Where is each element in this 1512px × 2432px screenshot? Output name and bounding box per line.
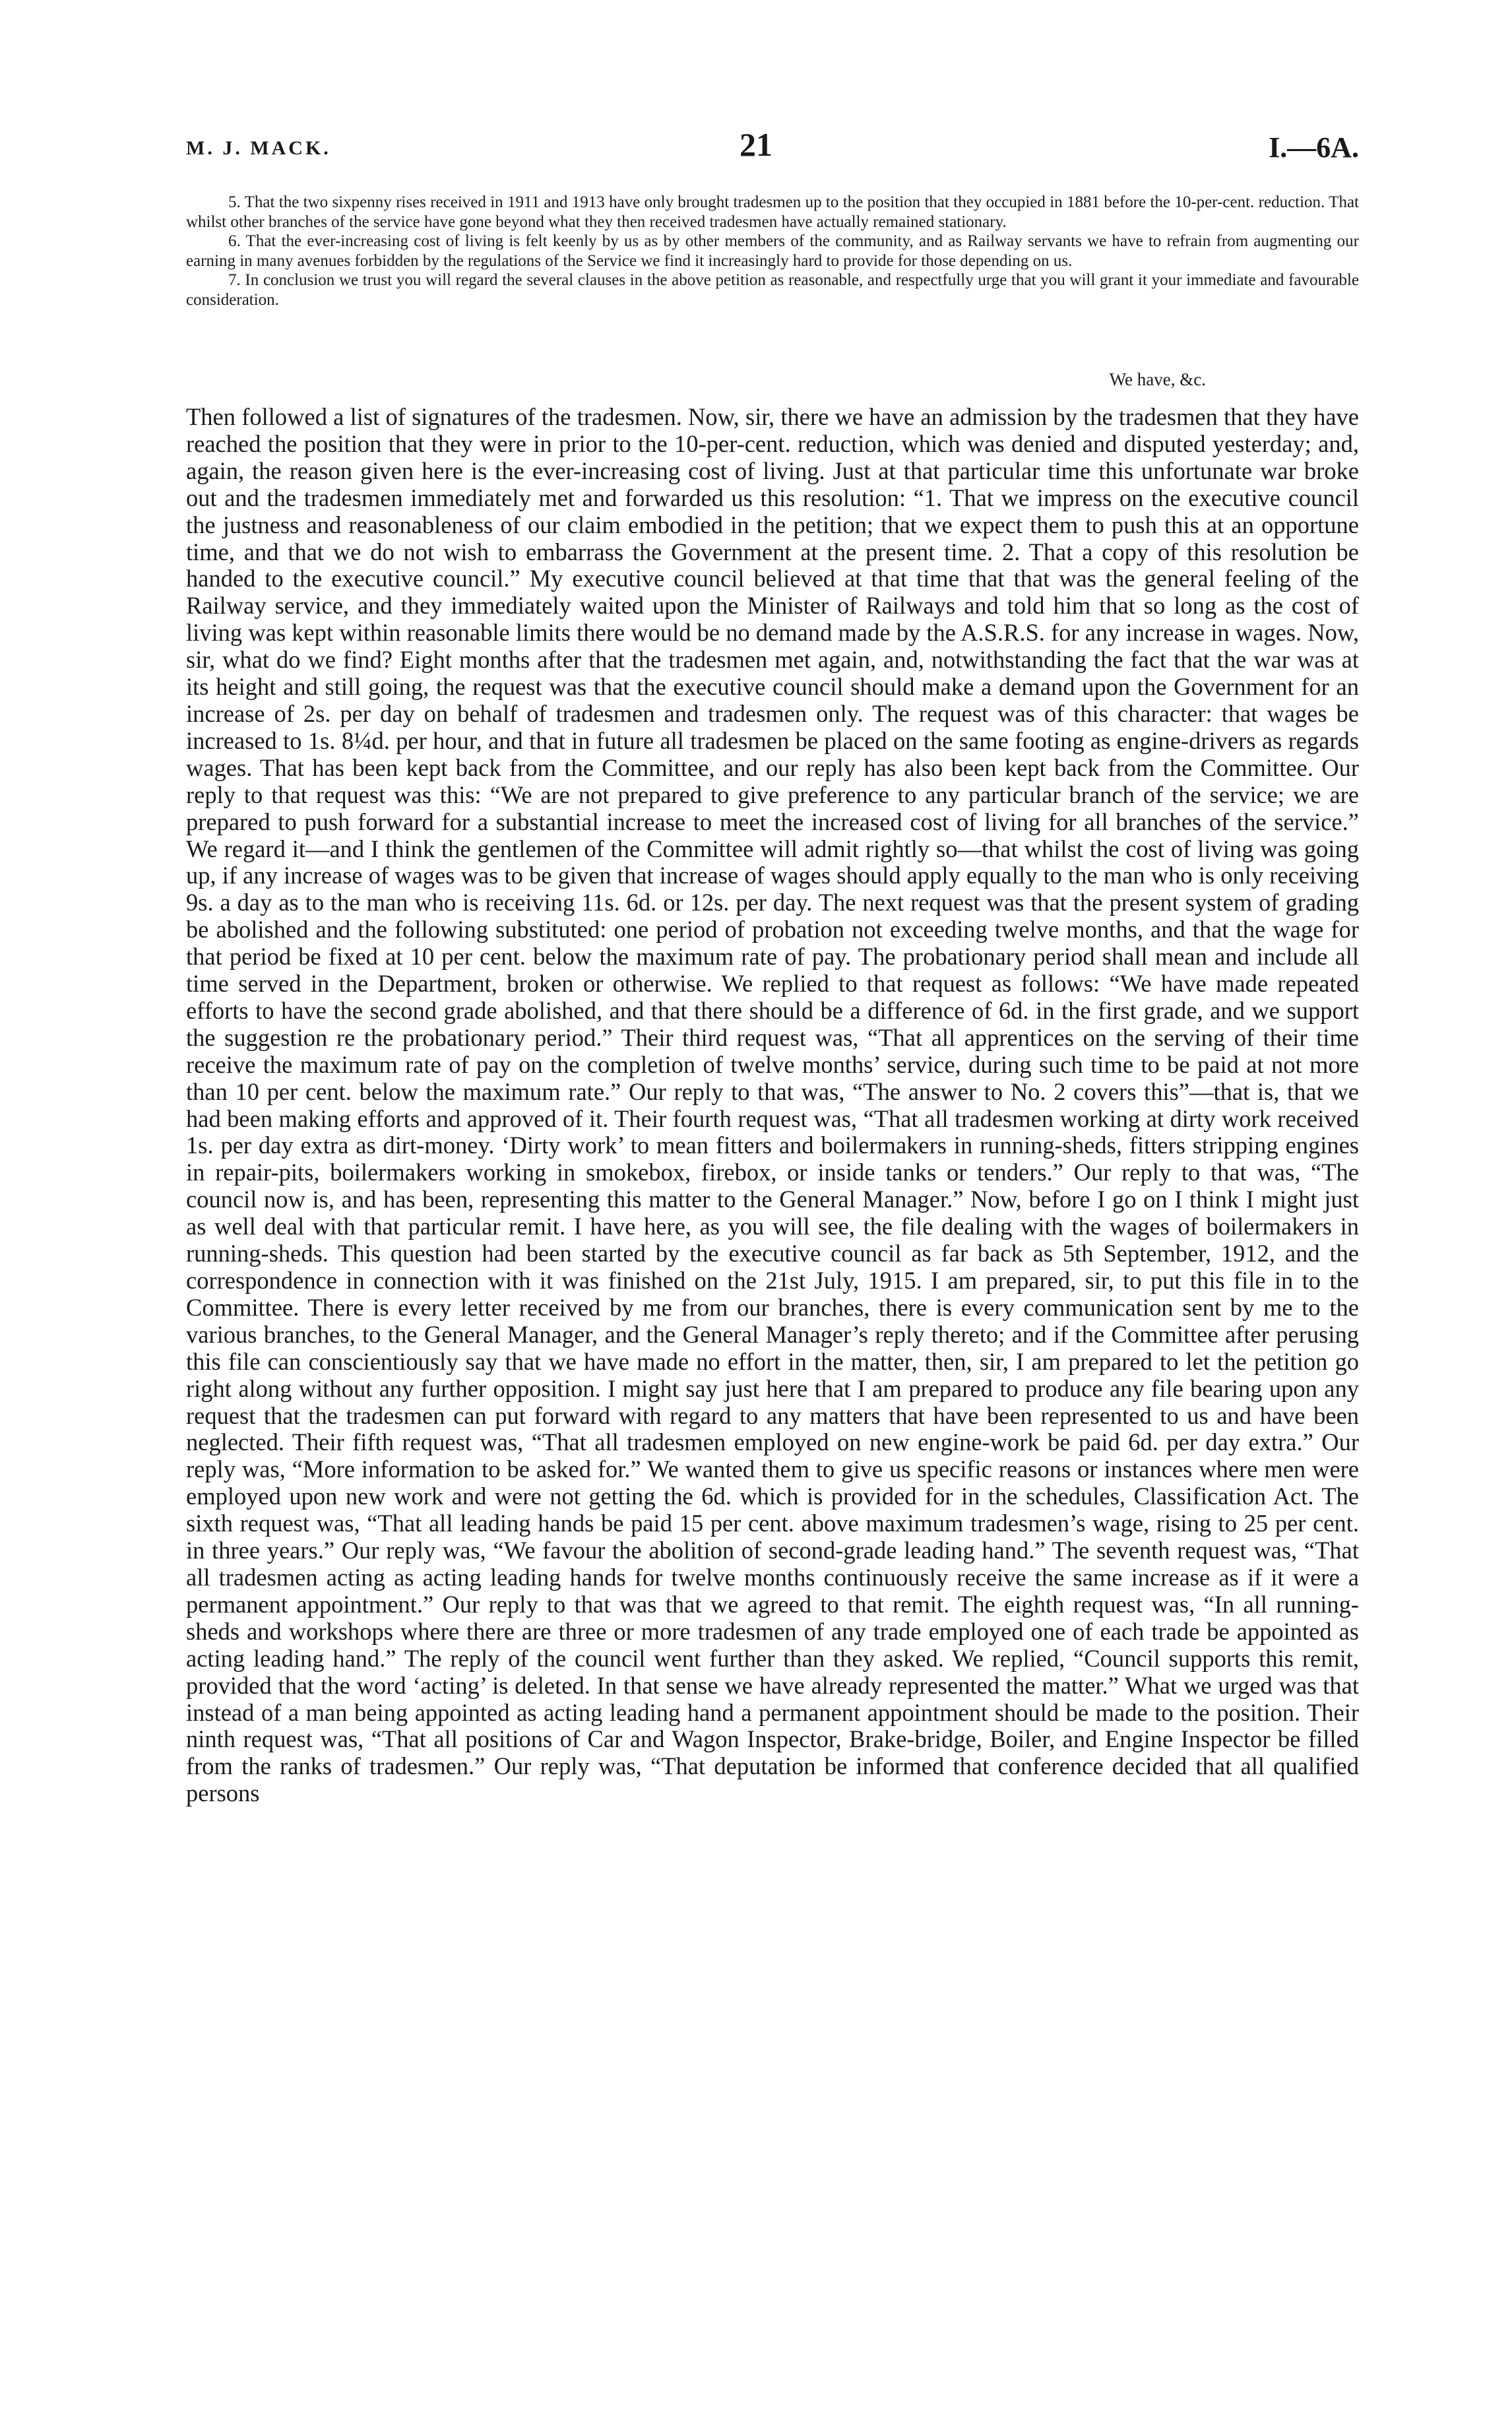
petition-clause-6: 6. That the ever-increasing cost of living is felt keenly by us as by other members of the community, and as Railway servants we have to refrain from augmenting our earning in many avenues forbidden by the regulations of the Service we find it increasingly hard to provide for those depending on us. xyxy=(186,232,1359,270)
speaker-name: M. J. MACK. xyxy=(186,137,331,159)
document-reference: I.—6A. xyxy=(1269,131,1359,164)
petition-excerpt xyxy=(186,193,1359,310)
petition-signoff: We have, &c. xyxy=(1109,369,1206,389)
page-number: 21 xyxy=(740,126,772,163)
petition-clause-5: 5. That the two sixpenny rises received in 1911 and 1913 have only brought tradesmen up to the position that they occupied in 1881 before the 10-per-cent. reduction. That whilst other branches of the service have gone beyond what they then received tradesmen have actually remained stationary. xyxy=(186,193,1359,231)
evidence-paragraph: Then followed a list of signatures of the tradesmen. Now, sir, there we have an admission by the tradesmen that they have reached the position that they were in prior to the 10-per-cent. reduction, which was denied and disputed yesterday; and, again, the reason given here is the ever-increasing cost of living. Just at that particular time this unfortunate war broke out and the tradesmen immediately met and forwarded us this resolution: “1. That we impress on the executive council the justness and reasonableness of our claim embodied in the petition; that we expect them to push this at an opportune time, and that we do not wish to embarrass the Government at the present time. 2. That a copy of this resolution be handed to the executive council.” My executive council believed at that time that that was the general feeling of the Railway service, and they immediately waited upon the Minister of Railways and told him that so long as the cost of living was kept within reasonable limits there would be no demand made by the A.S.R.S. for any increase in wages. Now, sir, what do we find? Eight months after that the tradesmen met again, and, notwithstanding the fact that the war was at its height and still going, the request was that the executive council should make a demand upon the Government for an increase of 2s. per day on behalf of tradesmen and tradesmen only. The request was of this character: that wages be increased to 1s. 8¼d. per hour, and that in future all tradesmen be placed on the same footing as engine-drivers as regards wages. That has been kept back from the Committee, and our reply has also been kept back from the Committee. Our reply to that request was this: “We are not prepared to give preference to any particular branch of the service; we are prepared to push forward for a substantial increase to meet the increased cost of living for all branches of the service.” We regard it—and I think the gentlemen of the Committee will admit rightly so—that whilst the cost of living was going up, if any increase of wages was to be given that increase of wages should apply equally to the man who is only receiving 9s. a day as to the man who is receiving 11s. 6d. or 12s. per day. The next request was that the present system of grading be abolished and the following substituted: one period of probation not exceeding twelve months, and that the wage for that period be fixed at 10 per cent. below the maximum rate of pay. The probationary period shall mean and include all time served in the Department, broken or otherwise. We replied to that request as follows: “We have made repeated efforts to have the second grade abolished, and that there should be a difference of 6d. in the first grade, and we support the suggestion re the probationary period.” Their third request was, “That all apprentices on the serving of their time receive the maximum rate of pay on the completion of twelve months’ service, during such time to be paid at not more than 10 per cent. below the maximum rate.” Our reply to that was, “The answer to No. 2 covers this”—that is, that we had been making efforts and approved of it. Their fourth request was, “That all tradesmen working at dirty work received 1s. per day extra as dirt-money. ‘Dirty work’ to mean fitters and boilermakers in running-sheds, fitters stripping engines in repair-pits, boilermakers working in smokebox, firebox, or inside tanks or tenders.” Our reply to that was, “The council now is, and has been, representing this matter to the General Manager.” Now, before I go on I think I might just as well deal with that particular remit. I have here, as you will see, the file dealing with the wages of boilermakers in running-sheds. This question had been started by the executive council as far back as 5th September, 1912, and the correspondence in connection with it was finished on the 21st July, 1915. I am prepared, sir, to put this file in to the Committee. There is every letter received by me from our branches, there is every communication sent by me to the various branches, to the General Manager, and the General Manager’s reply thereto; and if the Committee after perusing this file can conscientiously say that we have made no effort in the matter, then, sir, I am prepared to let the petition go right along without any further opposition. I might say just here that I am prepared to produce any file bearing upon any request that the tradesmen can put forward with regard to any matters that have been represented to us and have been neglected. Their fifth request was, “That all tradesmen employed on new engine-work be paid 6d. per day extra.” Our reply was, “More information to be asked for.” We wanted them to give us specific reasons or instances where men were employed upon new work and were not getting the 6d. which is provided for in the schedules, Classification Act. The sixth request was, “That all leading hands be paid 15 per cent. above maximum tradesmen’s wage, rising to 25 per cent. in three years.” Our reply was, “We favour the abolition of second-grade leading hand.” The seventh request was, “That all tradesmen acting as acting leading hands for twelve months continuously receive the same increase as if it were a permanent appointment.” Our reply to that was that we agreed to that remit. The eighth request was, “In all running-sheds and workshops where there are three or more tradesmen of any trade employed one of each trade be appointed as acting leading hand.” The reply of the council went further than they asked. We replied, “Council supports this remit, provided that the word ‘acting’ is deleted. In that sense we have already represented the matter.” What we urged was that instead of a man being appointed as acting leading hand a permanent appointment should be made to the position. Their ninth request was, “That all positions of Car and Wagon Inspector, Brake-bridge, Boiler, and Engine Inspector be filled from the ranks of tradesmen.” Our reply was, “That deputation be informed that conference decided that all qualified persons xyxy=(186,403,1359,1807)
page-header xyxy=(0,125,1512,172)
petition-clause-7: 7. In conclusion we trust you will regard the several clauses in the above petition as reasonable, and respectfully urge that you will grant it your immediate and favourable consideration. xyxy=(186,271,1359,309)
